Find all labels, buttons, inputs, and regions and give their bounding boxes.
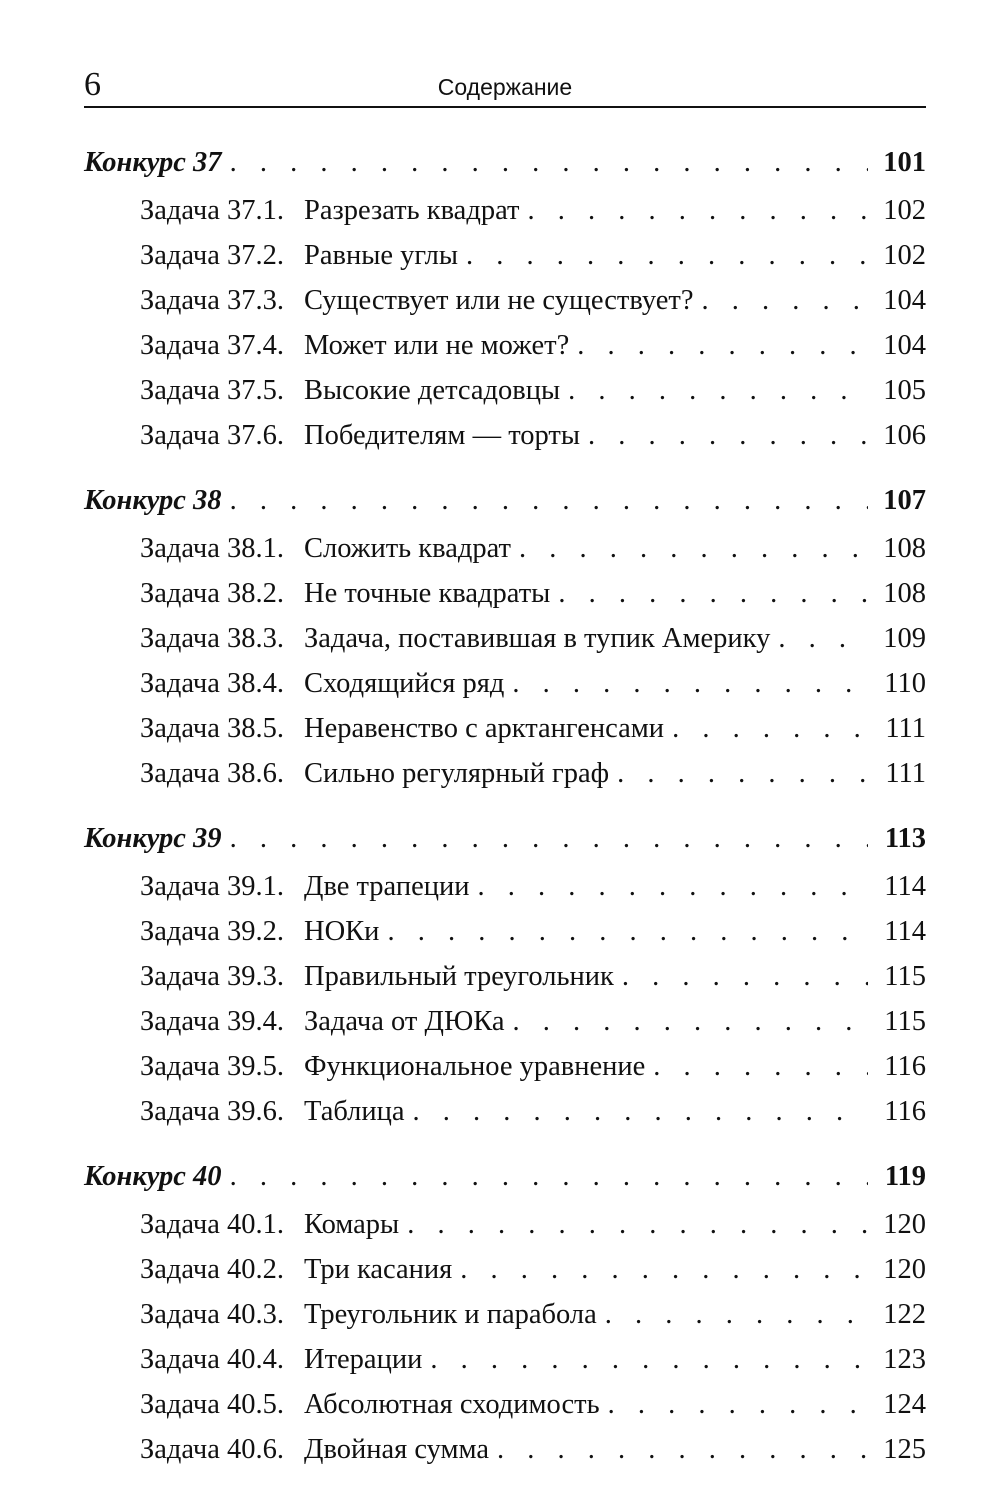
dot-leader xyxy=(519,526,868,571)
task-page: 114 xyxy=(884,871,926,902)
dot-leader xyxy=(513,999,868,1044)
task-number: Задача 37.1. xyxy=(140,195,285,226)
task-number: Задача 38.3. xyxy=(140,623,285,654)
task-title: Задача от ДЮКа xyxy=(304,1006,505,1037)
contest-title: Конкурс 37 xyxy=(84,147,222,178)
contest-title: Конкурс 40 xyxy=(84,1161,222,1192)
dot-leader xyxy=(230,476,868,526)
contest-page: 119 xyxy=(884,1161,926,1192)
dot-leader xyxy=(577,323,868,368)
task-title: Не точные квадраты xyxy=(304,578,551,609)
task-title: Таблица xyxy=(304,1096,405,1127)
toc-entry[interactable] xyxy=(84,1089,926,1134)
toc-entry[interactable] xyxy=(84,1044,926,1089)
task-page: 102 xyxy=(883,195,926,226)
toc-entry[interactable] xyxy=(84,1292,926,1337)
task-page: 123 xyxy=(883,1344,926,1375)
toc-entry[interactable] xyxy=(84,1382,926,1427)
task-number: Задача 38.5. xyxy=(140,713,285,744)
task-page: 124 xyxy=(883,1389,926,1420)
task-page: 104 xyxy=(883,330,926,361)
dot-leader xyxy=(672,706,868,751)
toc-entry[interactable] xyxy=(84,616,926,661)
dot-leader xyxy=(413,1089,868,1134)
task-number: Задача 37.3. xyxy=(140,285,285,316)
task-page: 114 xyxy=(884,916,926,947)
contest-section xyxy=(84,476,926,796)
task-title: Итерации xyxy=(304,1344,423,1375)
task-number: Задача 38.4. xyxy=(140,668,285,699)
toc-entry[interactable] xyxy=(84,864,926,909)
task-page: 108 xyxy=(883,578,926,609)
dot-leader xyxy=(778,616,868,661)
dot-leader xyxy=(230,1152,868,1202)
contest-heading[interactable] xyxy=(84,1152,926,1202)
dot-leader xyxy=(478,864,869,909)
task-page: 120 xyxy=(883,1209,926,1240)
dot-leader xyxy=(230,138,868,188)
contest-section xyxy=(84,1152,926,1472)
task-page: 109 xyxy=(883,623,926,654)
task-title: Разрезать квадрат xyxy=(304,195,520,226)
task-title: Неравенство с арктангенсами xyxy=(304,713,665,744)
dot-leader xyxy=(527,188,868,233)
toc-entry[interactable] xyxy=(84,233,926,278)
task-page: 116 xyxy=(884,1096,926,1127)
toc-entry[interactable] xyxy=(84,571,926,616)
task-title: Сильно регулярный граф xyxy=(304,758,610,789)
task-number: Задача 38.2. xyxy=(140,578,285,609)
task-number: Задача 39.5. xyxy=(140,1051,285,1082)
dot-leader xyxy=(622,954,868,999)
contest-page: 101 xyxy=(883,147,926,178)
task-page: 116 xyxy=(884,1051,926,1082)
toc-entry[interactable] xyxy=(84,999,926,1044)
toc-entry[interactable] xyxy=(84,323,926,368)
task-number: Задача 40.1. xyxy=(140,1209,285,1240)
dot-leader xyxy=(407,1202,868,1247)
task-number: Задача 39.4. xyxy=(140,1006,285,1037)
task-page: 105 xyxy=(883,375,926,406)
task-title: Может или не может? xyxy=(304,330,570,361)
dot-leader xyxy=(466,233,868,278)
dot-leader xyxy=(430,1337,868,1382)
contest-heading[interactable] xyxy=(84,476,926,526)
task-page: 115 xyxy=(884,1006,926,1037)
task-number: Задача 39.1. xyxy=(140,871,285,902)
contest-section xyxy=(84,814,926,1134)
task-number: Задача 40.2. xyxy=(140,1254,285,1285)
task-page: 125 xyxy=(883,1434,926,1465)
task-page: 120 xyxy=(883,1254,926,1285)
task-page: 106 xyxy=(883,420,926,451)
task-page: 104 xyxy=(883,285,926,316)
task-title: Треугольник и парабола xyxy=(304,1299,597,1330)
contest-title: Конкурс 39 xyxy=(84,823,222,854)
task-title: Победителям — торты xyxy=(304,420,581,451)
dot-leader xyxy=(512,661,868,706)
dot-leader xyxy=(608,1382,868,1427)
task-page: 102 xyxy=(883,240,926,271)
toc-entry[interactable] xyxy=(84,1337,926,1382)
task-page: 111 xyxy=(885,758,926,789)
dot-leader xyxy=(558,571,868,616)
task-title: Сходящийся ряд xyxy=(304,668,505,699)
task-title: Абсолютная сходимость xyxy=(304,1389,600,1420)
dot-leader xyxy=(701,278,868,323)
task-title: Двойная сумма xyxy=(304,1434,490,1465)
task-page: 110 xyxy=(884,668,926,699)
task-page: 122 xyxy=(883,1299,926,1330)
task-number: Задача 39.2. xyxy=(140,916,285,947)
dot-leader xyxy=(387,909,868,954)
task-number: Задача 38.6. xyxy=(140,758,285,789)
task-page: 108 xyxy=(883,533,926,564)
task-number: Задача 37.4. xyxy=(140,330,285,361)
task-title: Функциональное уравнение xyxy=(304,1051,646,1082)
toc-entry[interactable] xyxy=(84,188,926,233)
contest-heading[interactable] xyxy=(84,138,926,188)
toc-entry[interactable] xyxy=(84,954,926,999)
table-of-contents xyxy=(84,138,926,1490)
contest-page: 113 xyxy=(884,823,926,854)
toc-entry[interactable] xyxy=(84,1247,926,1292)
task-number: Задача 40.3. xyxy=(140,1299,285,1330)
task-number: Задача 37.6. xyxy=(140,420,285,451)
task-title: Две трапеции xyxy=(304,871,470,902)
task-number: Задача 38.1. xyxy=(140,533,285,564)
task-title: Правильный треугольник xyxy=(304,961,614,992)
toc-entry[interactable] xyxy=(84,278,926,323)
task-title: Три касания xyxy=(304,1254,453,1285)
task-title: Существует или не существует? xyxy=(304,285,694,316)
task-number: Задача 40.4. xyxy=(140,1344,285,1375)
toc-entry[interactable] xyxy=(84,1202,926,1247)
dot-leader xyxy=(460,1247,868,1292)
running-head: Содержание xyxy=(437,74,573,100)
task-number: Задача 39.3. xyxy=(140,961,285,992)
task-number: Задача 40.6. xyxy=(140,1434,285,1465)
page-number: 6 xyxy=(84,66,101,103)
dot-leader xyxy=(588,413,868,458)
task-title: Комары xyxy=(304,1209,400,1240)
toc-entry[interactable] xyxy=(84,909,926,954)
task-title: Равные углы xyxy=(304,240,458,271)
contest-title: Конкурс 38 xyxy=(84,485,222,516)
dot-leader xyxy=(230,814,868,864)
contest-section xyxy=(84,138,926,458)
task-title: Высокие детсадовцы xyxy=(304,375,561,406)
task-number: Задача 37.5. xyxy=(140,375,285,406)
dot-leader xyxy=(497,1427,868,1472)
contest-page: 107 xyxy=(883,485,926,516)
dot-leader xyxy=(653,1044,868,1089)
toc-entry[interactable] xyxy=(84,706,926,751)
task-number: Задача 37.2. xyxy=(140,240,285,271)
toc-entry[interactable] xyxy=(84,368,926,413)
task-page: 115 xyxy=(884,961,926,992)
task-number: Задача 40.5. xyxy=(140,1389,285,1420)
task-page: 111 xyxy=(885,713,926,744)
task-title: Задача, поставившая в тупик Америку xyxy=(304,623,771,654)
toc-entry[interactable] xyxy=(84,1427,926,1472)
dot-leader xyxy=(605,1292,868,1337)
task-number: Задача 39.6. xyxy=(140,1096,285,1127)
dot-leader xyxy=(568,368,868,413)
page-header xyxy=(84,62,926,108)
toc-entry[interactable] xyxy=(84,413,926,458)
contest-heading[interactable] xyxy=(84,814,926,864)
toc-entry[interactable] xyxy=(84,526,926,571)
toc-entry[interactable] xyxy=(84,751,926,796)
task-title: НОКи xyxy=(304,916,380,947)
task-title: Сложить квадрат xyxy=(304,533,511,564)
toc-entry[interactable] xyxy=(84,661,926,706)
dot-leader xyxy=(617,751,868,796)
